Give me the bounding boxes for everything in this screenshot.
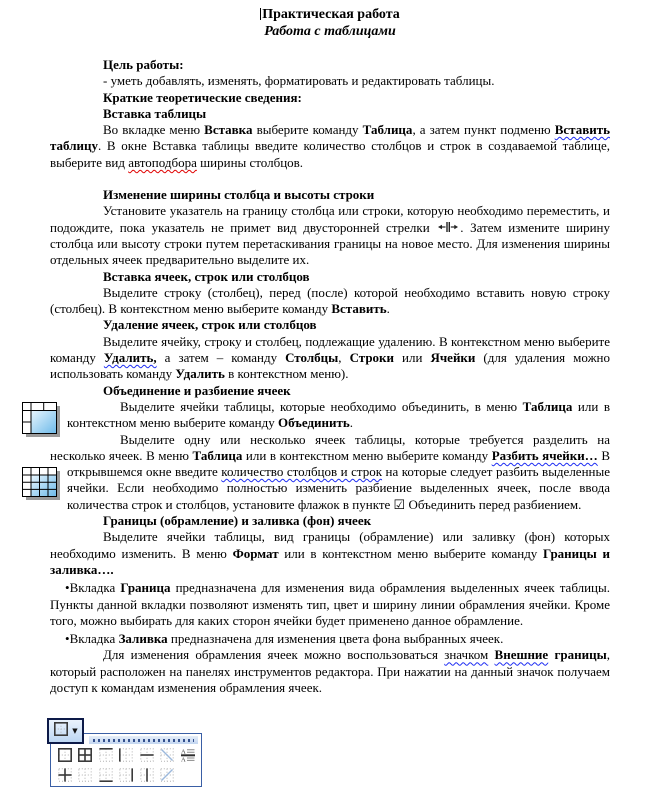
text-run: Вставить bbox=[331, 301, 387, 317]
text-run: Выделите ячейки таблицы, которые необходимо объединить, в меню bbox=[120, 398, 523, 414]
text-run: . Затем измените ширину столбца или высоту строки путем перетаскивания границы на новое место. Для изменения ширины отдельных ячеек предварительно выделите их. bbox=[50, 219, 610, 268]
document-subtitle: Работа с таблицами bbox=[264, 24, 396, 39]
text-run: Цель работы: bbox=[103, 57, 184, 72]
text-run: Столбцы bbox=[285, 350, 339, 366]
text-run: Формат bbox=[232, 545, 279, 561]
text-run: в контекстном меню). bbox=[224, 366, 349, 382]
text-run: Удаление ячеек, строк или столбцов bbox=[103, 317, 317, 333]
paragraph bbox=[50, 529, 610, 578]
svg-text:A: A bbox=[180, 748, 186, 756]
title-text: Практическая работа bbox=[262, 7, 400, 22]
paragraph bbox=[50, 334, 610, 383]
text-run: границы bbox=[554, 647, 607, 663]
all-borders-icon bbox=[77, 747, 94, 764]
paragraph bbox=[50, 647, 610, 696]
inside-borders-icon bbox=[56, 766, 73, 783]
text-run: Объединение и разбиение ячеек bbox=[103, 382, 291, 398]
text-run: выберите команду bbox=[252, 122, 363, 138]
palette-row-2 bbox=[51, 764, 201, 784]
text-run: . bbox=[349, 415, 354, 431]
merge-cells-icon bbox=[21, 401, 61, 439]
text-run: Таблица bbox=[192, 447, 243, 463]
text-run: на которые следует bbox=[382, 464, 496, 480]
paragraph bbox=[50, 285, 610, 318]
blank-line bbox=[50, 171, 610, 187]
text-run: Таблица bbox=[522, 398, 573, 414]
bullet-paragraph bbox=[50, 580, 610, 629]
text-run: или в контекстном меню выберите команду bbox=[67, 398, 610, 431]
paragraph bbox=[50, 203, 610, 268]
paragraph bbox=[50, 122, 610, 171]
outside-border-icon bbox=[53, 721, 69, 742]
text-run: Во вкладке меню bbox=[103, 122, 205, 138]
text-run: Для изменения обрамления ячеек можно воспользоваться bbox=[103, 647, 445, 663]
dropdown-arrow-icon: ▼ bbox=[72, 726, 78, 735]
text-run: Строки bbox=[349, 350, 395, 366]
text-run: Заливка bbox=[118, 631, 168, 647]
document-title bbox=[50, 6, 610, 23]
text-run: количество столбцов и строк bbox=[221, 464, 383, 480]
diagonal-down-border-icon bbox=[159, 747, 176, 764]
text-run: Таблица bbox=[362, 122, 413, 138]
text-run: значком bbox=[444, 647, 489, 663]
bullet-paragraph bbox=[50, 631, 610, 647]
diagonal-up-border-icon bbox=[159, 766, 176, 783]
svg-text:A: A bbox=[180, 756, 186, 763]
text-run: Выделите ячейку, строку и столбец, подлежащие удалению. В контекстном меню выберите команду bbox=[50, 333, 610, 366]
document-text-area bbox=[50, 6, 610, 696]
horizontal-line-icon bbox=[179, 747, 196, 764]
text-run: Объединить bbox=[278, 415, 350, 431]
text-run: • bbox=[65, 580, 70, 596]
inside-vertical-border-icon bbox=[138, 766, 155, 783]
text-run: . bbox=[386, 301, 390, 317]
top-border-icon bbox=[97, 747, 114, 764]
split-cells-icon bbox=[21, 466, 61, 502]
text-run: , bbox=[338, 350, 350, 366]
drag-dots-icon bbox=[93, 739, 194, 742]
text-run: Ячейки bbox=[430, 350, 476, 366]
palette-drag-handle bbox=[89, 736, 198, 744]
outside-borders-button bbox=[47, 718, 84, 744]
paragraph bbox=[50, 73, 610, 89]
text-run: Граница bbox=[120, 580, 171, 596]
text-run: Удалить, bbox=[103, 350, 157, 366]
text-run: В открывшемся окне введите bbox=[67, 447, 610, 480]
paragraph bbox=[50, 106, 610, 122]
text-run: или в контекстном меню выберите команду bbox=[242, 447, 492, 463]
text-run: Вставка таблицы bbox=[103, 105, 207, 121]
text-run: Удалить bbox=[175, 366, 225, 382]
column-resize-cursor-icon bbox=[437, 221, 459, 233]
left-border-icon bbox=[118, 747, 135, 764]
text-run: ширины столбцов. bbox=[196, 154, 304, 170]
no-border-icon bbox=[77, 766, 94, 783]
text-run: предназначена для изменения вида обрамления выделенных ячеек таблицы. Пункты данной вкладки позволяют изменять тип, цвет и ширину линии обрамления ячейки. Кроме того, можно выбирать для каких сторон ячейки будет применено данное обрамление. bbox=[50, 580, 610, 628]
borders-toolbar-picture[interactable] bbox=[45, 714, 220, 790]
text-run: Изменение ширины столбца и высоты строки bbox=[103, 187, 375, 203]
text-run: Краткие теоретические сведения: bbox=[103, 89, 302, 105]
text-run: Вставка ячеек, строк или столбцов bbox=[103, 268, 310, 284]
text-run: • bbox=[65, 631, 70, 647]
document-body bbox=[50, 57, 610, 696]
text-run: . В окне Вставка таблицы введите количество столбцов и строк в создаваемой таблице, выберите вид bbox=[50, 138, 610, 170]
paragraph bbox=[50, 57, 610, 73]
text-run: Вставить bbox=[554, 122, 610, 138]
text-run: , который расположен на панелях инструментов редактора. При нажатии на данный значок получаем доступ к командам изменения обрамления ячеек. bbox=[50, 647, 611, 695]
right-border-icon bbox=[118, 766, 135, 783]
text-run: предназначена для изменения цвета фона выбранных ячеек. bbox=[167, 631, 504, 647]
text-run: , а затем пункт подменю bbox=[412, 122, 555, 138]
bottom-border-icon bbox=[97, 766, 114, 783]
text-run: таблицу bbox=[50, 138, 98, 154]
paragraph bbox=[50, 187, 610, 203]
text-run: или bbox=[394, 350, 431, 366]
paragraph bbox=[50, 90, 610, 106]
text-run: Выделите ячейки таблицы, вид границы (обрамление) или заливку (фон) которых необходимо изменить. В меню bbox=[50, 529, 610, 561]
text-run: Разбить ячейки… bbox=[491, 447, 598, 463]
text-run: (для удаления можно использовать команду bbox=[50, 350, 611, 382]
text-run: или в контекстном меню выберите команду bbox=[278, 545, 543, 561]
inside-horizontal-border-icon bbox=[138, 747, 155, 764]
paragraph bbox=[50, 383, 610, 399]
text-run: Установите указатель на границу столбца или строки, которую необходимо переместить, и подождите, пока указатель не примет вид двусторонней стрелки bbox=[50, 203, 610, 235]
paragraph bbox=[50, 317, 610, 333]
paragraph bbox=[50, 513, 610, 529]
paragraph bbox=[50, 432, 610, 513]
text-run: Границы (обрамление) и заливка (фон) ячеек bbox=[103, 513, 372, 529]
paragraph bbox=[50, 399, 610, 432]
text-run: Вкладка bbox=[69, 631, 119, 647]
text-run: автоподбора bbox=[128, 154, 197, 170]
text-run: разбить выделенные ячейки. Если необходимо полностью изменить разбиение выделенных ячеек, после ввода количества строк и столбцов, установите флажок в пункте ☑ Объединить перед разбиением. bbox=[67, 464, 610, 512]
text-run: Вкладка bbox=[69, 580, 121, 596]
text-run: а затем – команду bbox=[156, 350, 286, 366]
text-run: Выделите строку (столбец), перед (после) которой необходимо вставить новую строку (столбец). В контекстном меню выберите команду bbox=[50, 284, 610, 317]
text-run: Вставка bbox=[204, 122, 253, 138]
column-resize-cursor-icon bbox=[436, 220, 460, 235]
palette-row-1 bbox=[51, 744, 201, 764]
paragraph bbox=[50, 269, 610, 285]
text-run: - уметь добавлять, изменять, форматировать и редактировать таблицы. bbox=[103, 73, 495, 89]
outside-border-icon bbox=[56, 747, 73, 764]
text-run: Внешние bbox=[494, 647, 549, 663]
text-run: Границы и заливка…. bbox=[50, 545, 610, 577]
text-run: Выделите одну или несколько ячеек таблицы, которые требуется разделить на несколько ячеек. В меню bbox=[50, 431, 610, 463]
